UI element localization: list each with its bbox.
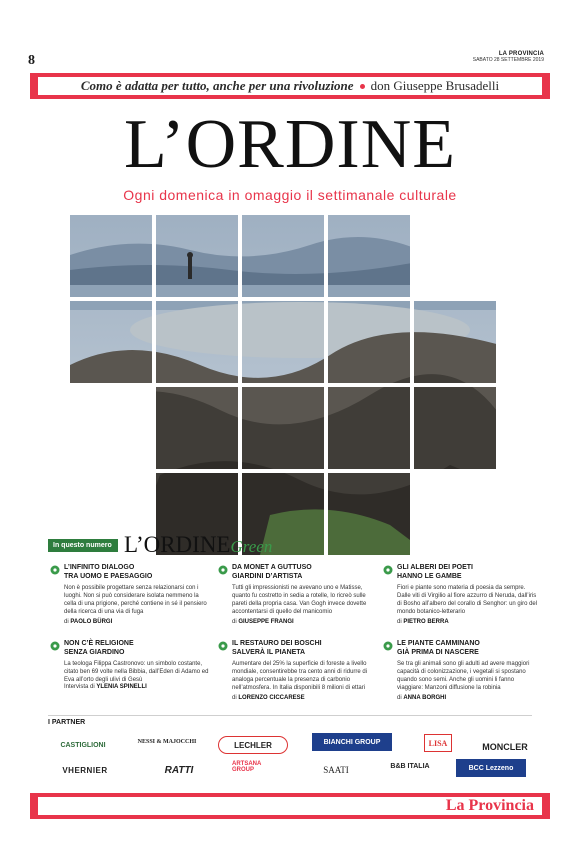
logo-green: Green — [230, 537, 273, 556]
publication-date: SABATO 28 SETTEMBRE 2019 — [472, 56, 544, 63]
mosaic-tile — [242, 215, 324, 297]
issue-tag: In questo numero — [48, 539, 118, 552]
partners-label: I PARTNER — [48, 719, 86, 726]
mosaic-tile — [156, 301, 238, 383]
article-1[interactable] — [50, 564, 210, 625]
flower-icon — [50, 641, 60, 651]
mosaic-tile — [328, 215, 410, 297]
flower-icon — [218, 565, 228, 575]
article-title: NON C’È RELIGIONE SENZA GIARDINO — [64, 640, 134, 656]
article-body: Aumentare del 25% la superficie di foreste a livello mondiale, consentirebbe tra cento anni di ridurre di analoga percentuale la presenza di carbonio nell’atmosfera. In Italia disponibili 8 milioni di ettari — [232, 660, 368, 691]
logo-main: L’ORDINE — [124, 532, 231, 557]
mosaic-tile — [70, 215, 152, 297]
article-title: IL RESTAURO DEI BOSCHI SALVERÀ IL PIANETA — [232, 640, 322, 656]
mosaic-tile — [328, 301, 410, 383]
article-body: Fiori e piante sono materia di poesia da sempre. Dalle viti di Virgilio al fiore azzurro di Neruda, dall’iris di Bosho all’albero del corallo di Senghor: un giro del mondo botanico-letterario — [397, 584, 538, 615]
mosaic-tile — [156, 215, 238, 297]
flower-icon — [218, 641, 228, 651]
article-title: DA MONET A GUTTUSO GIARDINI D’ARTISTA — [232, 564, 312, 580]
article-byline: di GIUSEPPE FRANGI — [232, 618, 294, 625]
footer-banner-inner — [38, 797, 542, 815]
quote-banner-inner — [38, 77, 542, 95]
partner-nessi-majocchi[interactable]: NESSI & MAJOCCHI — [137, 739, 197, 745]
article-byline: di PAOLO BÜRGI — [64, 618, 113, 625]
article-body: La teologa Filippa Castronovo: un simbolo costante, citato ben 69 volte nella Bibbia, dall’Eden di Adamo ed Eva all’orto degli ulivi di Gesù — [64, 660, 209, 683]
partner-bianchi-group[interactable]: BIANCHI GROUP — [312, 733, 392, 751]
banner-author: don Giuseppe Brusadelli — [370, 78, 500, 93]
mosaic-tile — [70, 301, 152, 383]
partner-saati[interactable]: SAATI — [323, 765, 349, 775]
page-number: 8 — [28, 53, 35, 68]
article-body: Se tra gli animali sono gli adulti ad avere maggiori capacità di colonizzazione, i vegetali si spostano quando sono semi. Anche gli uomini li fanno viaggiare: Manzoni diffusione la robinia — [397, 660, 530, 691]
footer-banner — [30, 793, 550, 819]
bullet-dot-icon — [360, 84, 365, 89]
mosaic-tile — [156, 387, 238, 469]
partner-bb-italia[interactable]: B&B ITALIA — [390, 762, 430, 770]
hero-subtitle: Ogni domenica in omaggio il settimanale culturale — [123, 187, 457, 203]
mosaic-tile — [328, 387, 410, 469]
partners-divider — [48, 715, 532, 716]
article-byline: Intervista di YLENIA SPINELLI — [64, 683, 147, 690]
mosaic-tile — [328, 473, 410, 555]
quote-banner — [30, 73, 550, 99]
partner-bcc-lezzeno[interactable]: BCC Lezzeno — [456, 759, 526, 777]
article-title: L’INFINITO DIALOGO TRA UOMO E PAESAGGIO — [64, 564, 153, 580]
article-body: Non è possibile progettare senza relazionarsi con i luoghi. Non si può considerare isolata nemmeno la cella di una prigione, perché contiene in sé il pensiero della ricerca di una via di fuga — [64, 584, 207, 615]
article-4[interactable] — [50, 640, 210, 690]
article-title: LE PIANTE CAMMINANO GIÀ PRIMA DI NASCERE — [397, 640, 480, 656]
mosaic-tile — [242, 301, 324, 383]
flower-icon — [50, 565, 60, 575]
partner-lechler[interactable]: LECHLER — [218, 736, 288, 754]
article-5[interactable] — [218, 640, 378, 701]
article-title: GLI ALBERI DEI POETI HANNO LE GAMBE — [397, 564, 473, 580]
article-body: Tutti gli impressionisti ne avevano uno e Matisse, quanto fu costretto in sedia a rotelle, lo ricreò sulle pareti della propria casa. Van Gogh invece dovette accontentarsi di quello del manicomio — [232, 584, 367, 615]
mosaic-tile — [242, 387, 324, 469]
partner-artsana-group[interactable]: ARTSANA GROUP — [232, 761, 262, 773]
banner-quote: Como è adatta per tutto, anche per una rivoluzione — [80, 78, 354, 93]
article-byline: di PIETRO BERRA — [397, 618, 449, 625]
footer-brand: La Provincia — [445, 797, 534, 814]
flower-icon — [383, 565, 393, 575]
publication-name: LA PROVINCIA — [498, 51, 544, 57]
partner-lisa[interactable]: LISA — [424, 734, 452, 752]
ordine-green-logo — [124, 533, 272, 556]
article-byline: di LORENZO CICCARESE — [232, 694, 305, 701]
flower-icon — [383, 641, 393, 651]
partner-vhernier[interactable]: VHERNIER — [62, 765, 108, 775]
article-3[interactable] — [383, 564, 538, 625]
hero-title: L’ORDINE — [123, 106, 457, 183]
article-byline: di ANNA BORGHI — [397, 694, 447, 701]
article-2[interactable] — [218, 564, 378, 625]
article-6[interactable] — [383, 640, 538, 701]
masthead — [473, 51, 544, 63]
mosaic-tile — [414, 387, 496, 469]
partner-ratti[interactable]: RATTI — [164, 764, 194, 776]
partner-castiglioni[interactable]: CASTIGLIONI — [60, 741, 106, 749]
mosaic-tile — [414, 301, 496, 383]
partner-moncler[interactable]: MONCLER — [482, 742, 528, 752]
